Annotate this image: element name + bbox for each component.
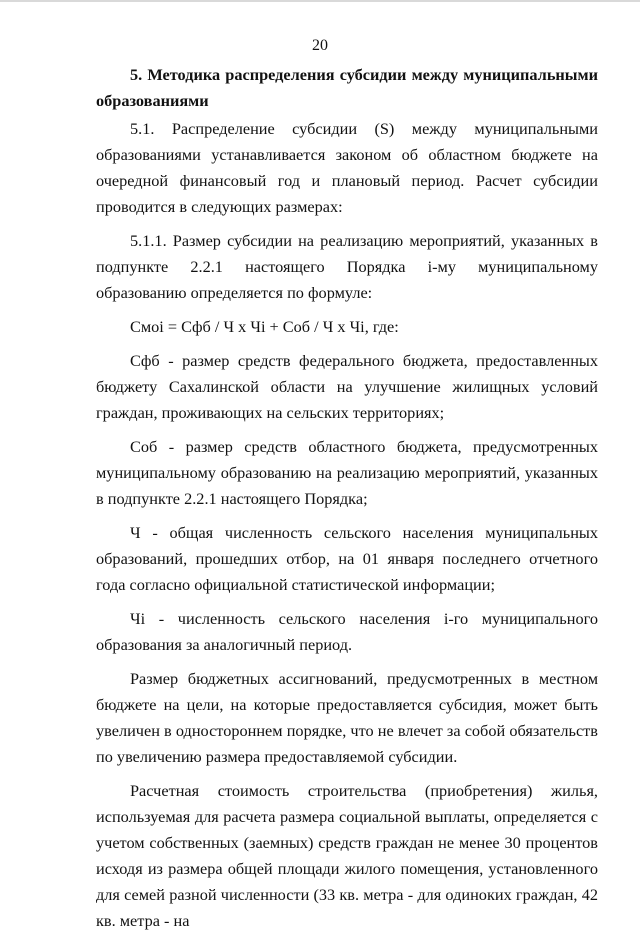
definition-ch: Ч - общая численность сельского населения муниципальных образований, прошедших отбор, на 01 января последнего отчетного года согласно официальной статистической информации; — [96, 523, 598, 594]
paragraph-estimated-cost: Расчетная стоимость строительства (приобретения) жилья, используемая для расчета размера социальной выплаты, определяется с учетом собственных (заемных) средств граждан не менее 30 процентов исходя из размера общей площади жилого помещения, установленного для семей разной численности (33 кв. метра - для одиноких граждан, 42 кв. метра - на — [96, 781, 598, 930]
paragraph-gap — [96, 658, 598, 666]
paragraph-gap — [96, 220, 598, 228]
paragraph-gap — [96, 598, 598, 606]
formula: Смоi = Сфб / Ч x Чi + Соб / Ч x Чi, где: — [130, 317, 399, 336]
paragraph-gap — [96, 512, 598, 520]
page-number: 20 — [312, 37, 328, 54]
paragraph-gap — [96, 426, 598, 434]
paragraph-5-1-1: 5.1.1. Размер субсидии на реализацию мероприятий, указанных в подпункте 2.2.1 настоящего Порядка i-му муниципальному образованию определяется по формуле: — [96, 231, 598, 302]
document-body — [96, 62, 598, 934]
definition-chi: Чi - численность сельского населения i-го муниципального образования за аналогичный период. — [96, 609, 598, 654]
scan-edge — [0, 0, 640, 2]
paragraph-gap — [96, 306, 598, 314]
paragraph-5-1: 5.1. Распределение субсидии (S) между муниципальными образованиями устанавливается законом об областном бюджете на очередной финансовый год и плановый период. Расчет субсидии проводится в следующих размерах: — [96, 119, 598, 216]
definition-sob: Соб - размер средств областного бюджета, предусмотренных муниципальному образованию на реализацию мероприятий, указанных в подпункте 2.2.1 настоящего Порядка; — [96, 437, 598, 508]
definition-sfb: Сфб - размер средств федерального бюджета, предоставленных бюджету Сахалинской области на улучшение жилищных условий граждан, проживающих на сельских территориях; — [96, 351, 598, 422]
section-heading: 5. Методика распределения субсидии между муниципальными образованиями — [96, 65, 598, 110]
paragraph-gap — [96, 770, 598, 778]
paragraph-budget-allocations: Размер бюджетных ассигнований, предусмотренных в местном бюджете на цели, на которые предоставляется субсидия, может быть увеличен в одностороннем порядке, что не влечет за собой обязательств по увеличению размера предоставляемой субсидии. — [96, 669, 598, 766]
paragraph-gap — [96, 340, 598, 348]
